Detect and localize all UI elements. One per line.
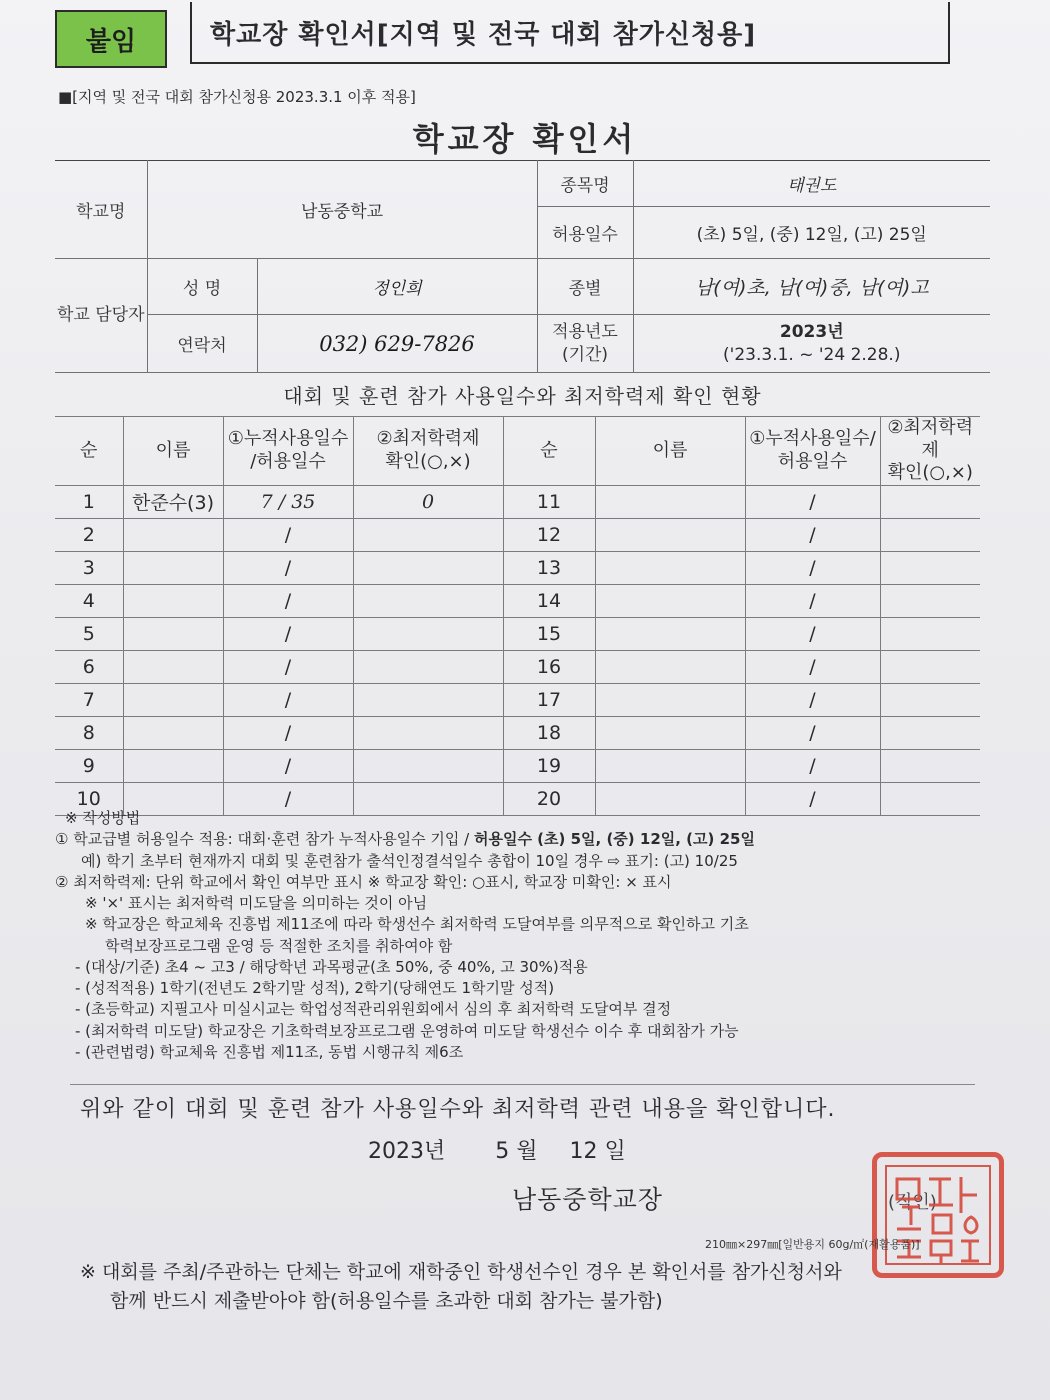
header-days-right (745, 417, 880, 486)
table-row (55, 551, 980, 584)
stamp-mark: (직인) (888, 1192, 937, 1213)
row-no: 14 (503, 584, 595, 617)
row-no: 1 (55, 485, 123, 518)
header-check-right (880, 417, 980, 486)
participation-table (55, 416, 980, 816)
contact-phone: 032) 629-7826 (257, 315, 537, 373)
row-days: / (223, 584, 353, 617)
row-check (353, 716, 503, 749)
paper-spec: 210㎜×297㎜[일반용지 60g/㎡(재활용품)] (705, 1238, 920, 1251)
footer-line-1: ※ 대회를 주최/주관하는 단체는 학교에 재학중인 학생선수인 경우 본 확인서를 참가신청서와 (80, 1261, 842, 1283)
row-days: / (745, 650, 880, 683)
instruction-2-note-2a: ※ 학교장은 학교체육 진흥법 제11조에 따라 학생선수 최저학력 도달여부를 의무적으로 확인하고 기초 (85, 915, 749, 934)
row-name (595, 683, 745, 716)
seal-glyphs-icon (877, 1157, 999, 1273)
row-name (123, 749, 223, 782)
year-label-1: 적용년도 (552, 322, 618, 343)
footer-line-2: 함께 반드시 제출받아야 함(허용일수를 초과한 대회 참가는 불가함) (110, 1290, 663, 1313)
row-no: 18 (503, 716, 595, 749)
info-table (55, 160, 990, 373)
table-row (55, 650, 980, 683)
row-name (595, 749, 745, 782)
row-days: / (745, 716, 880, 749)
row-check (880, 518, 980, 551)
row-check (880, 716, 980, 749)
table-row (55, 485, 980, 518)
row-no: 15 (503, 617, 595, 650)
row-days: / (745, 782, 880, 815)
attachment-badge: 붙임 (55, 10, 167, 68)
instruction-1 (55, 829, 990, 849)
sport-label: 종목명 (537, 161, 633, 207)
row-check (353, 617, 503, 650)
row-name (123, 683, 223, 716)
row-check (880, 650, 980, 683)
table-row (55, 683, 980, 716)
row-name (595, 518, 745, 551)
document-title: 학교장 확인서 (412, 120, 638, 158)
category-value: 남(여)초, 남(여)중, 남(여)고 (633, 259, 990, 315)
row-name (123, 650, 223, 683)
instructions (55, 808, 990, 1063)
contact-label-text: 학교 담당자 (56, 304, 145, 325)
instruction-2-note-1: ※ '×' 표시는 최저학력 미도달을 의미하는 것이 아님 (85, 894, 428, 912)
row-no: 4 (55, 584, 123, 617)
row-days: / (223, 551, 353, 584)
row-name (123, 518, 223, 551)
instruction-1-a: ① 학교급별 허용일수 적용: 대회·훈련 참가 누적사용일수 기입 / (55, 830, 474, 849)
header-no-right: 순 (503, 417, 595, 486)
row-name (123, 551, 223, 584)
row-check (353, 650, 503, 683)
instruction-2-note-2b: 학력보장프로그램 운영 등 적절한 조치를 취하여야 함 (105, 936, 453, 955)
header-days-left-2: /허용일수 (250, 450, 326, 472)
row-days: / (745, 485, 880, 518)
row-days: / (745, 683, 880, 716)
row-no: 6 (55, 650, 123, 683)
row-check (353, 518, 503, 551)
row-days: / (745, 617, 880, 650)
detail-2: - (성적적용) 1학기(전년도 2학기말 성적), 2학기(당해연도 1학기말 성적) (75, 979, 555, 997)
row-no: 3 (55, 551, 123, 584)
header-title: 학교장 확인서[지역 및 전국 대회 참가신청용] (190, 2, 950, 64)
footer-note (80, 1258, 960, 1317)
row-no: 9 (55, 749, 123, 782)
row-check: 0 (353, 485, 503, 518)
row-check (880, 749, 980, 782)
row-no: 12 (503, 518, 595, 551)
date-month: 5 월 (495, 1139, 538, 1164)
row-no: 20 (503, 782, 595, 815)
category-label: 종별 (537, 259, 633, 315)
row-days: / (223, 716, 353, 749)
row-days: / (223, 749, 353, 782)
table-row (55, 584, 980, 617)
row-days: / (223, 518, 353, 551)
detail-1: - (대상/기준) 초4 ~ 고3 / 해당학년 과목평균(초 50%, 중 40%, 고 30%)적용 (75, 957, 588, 976)
year-label (537, 315, 633, 373)
row-no: 17 (503, 683, 595, 716)
phone-label: 연락처 (147, 315, 257, 373)
row-no: 11 (503, 485, 595, 518)
contact-label (55, 259, 147, 373)
row-name (595, 584, 745, 617)
row-no: 2 (55, 518, 123, 551)
instruction-2: ② 최저학력제: 단위 학교에서 확인 여부만 표시 ※ 학교장 확인: ○표시, 학교장 미확인: × 표시 (55, 872, 672, 891)
divider (70, 1084, 975, 1085)
contact-name: 정인희 (257, 259, 537, 315)
row-name: 한준수(3) (123, 485, 223, 518)
row-days: / (745, 749, 880, 782)
row-check (880, 551, 980, 584)
row-days: / (223, 617, 353, 650)
allow-days-label: 허용일수 (537, 207, 633, 259)
header-check-left-2: 확인(○,×) (385, 450, 471, 472)
header-name-left: 이름 (123, 417, 223, 486)
period-value: ('23.3.1. ~ '24 2.28.) (723, 344, 901, 365)
row-no: 16 (503, 650, 595, 683)
row-check (353, 749, 503, 782)
row-no: 7 (55, 683, 123, 716)
sport-value: 태권도 (633, 161, 990, 207)
header-name-right: 이름 (595, 417, 745, 486)
row-check (353, 683, 503, 716)
row-no: 8 (55, 716, 123, 749)
table-row (55, 749, 980, 782)
row-check (880, 683, 980, 716)
row-name (595, 650, 745, 683)
row-name (123, 716, 223, 749)
detail-4: - (최저학력 미도달) 학교장은 기초학력보장프로그램 운영하여 미도달 학생선수 이수 후 대회참가 가능 (75, 1021, 739, 1040)
row-name (595, 551, 745, 584)
table-row (55, 716, 980, 749)
row-days: / (745, 584, 880, 617)
detail-5: - (관련법령) 학교체육 진흥법 제11조, 동법 시행규칙 제6조 (75, 1042, 464, 1061)
header-days-left-1: ①누적사용일수 (227, 428, 349, 450)
row-no: 5 (55, 617, 123, 650)
header-days-left (223, 417, 353, 486)
row-days: / (745, 518, 880, 551)
row-days: / (745, 551, 880, 584)
header-check-left-1: ②최저학력제 (376, 428, 480, 450)
header-days-right-1: ①누적사용일수/ (749, 428, 876, 450)
year-label-2: (기간) (561, 344, 609, 365)
header-check-left (353, 417, 503, 486)
table-row (55, 617, 980, 650)
row-no: 13 (503, 551, 595, 584)
row-name (595, 617, 745, 650)
top-note: ■[지역 및 전국 대회 참가신청용 2023.3.1 이후 적용] (58, 88, 416, 106)
row-days: 7 / 35 (223, 485, 353, 518)
row-no: 19 (503, 749, 595, 782)
row-days: / (223, 782, 353, 815)
table-header-row (55, 417, 980, 486)
row-name (123, 584, 223, 617)
header-days-right-2: 허용일수 (777, 450, 848, 472)
row-check (353, 551, 503, 584)
instructions-heading: ※ 작성방법 (65, 809, 141, 827)
instruction-1-example: 예) 학기 초부터 현재까지 대회 및 훈련참가 출석인정결석일수 총합이 10일 경우 ⇨ 표기: (고) 10/25 (81, 851, 738, 870)
row-days: / (223, 683, 353, 716)
header-no-left: 순 (55, 417, 123, 486)
row-name (123, 617, 223, 650)
header-check-right-2: 확인(○,×) (887, 462, 973, 483)
row-check (353, 584, 503, 617)
instruction-1-b: 허용일수 (초) 5일, (중) 12일, (고) 25일 (474, 830, 755, 849)
table-row (55, 518, 980, 551)
date (368, 1134, 626, 1165)
date-day: 12 일 (569, 1139, 626, 1164)
row-check (880, 485, 980, 518)
row-days: / (223, 650, 353, 683)
confirm-text: 위와 같이 대회 및 훈련 참가 사용일수와 최저학력 관련 내용을 확인합니다. (80, 1097, 836, 1122)
date-year: 2023년 (368, 1139, 446, 1164)
year-value-cell (633, 315, 990, 373)
row-name (595, 716, 745, 749)
allow-days-value: (초) 5일, (중) 12일, (고) 25일 (633, 207, 990, 259)
section-title: 대회 및 훈련 참가 사용일수와 최저학력제 확인 현황 (283, 384, 762, 408)
row-name (595, 485, 745, 518)
row-no: 10 (55, 782, 123, 815)
year-value: 2023년 (779, 321, 844, 342)
school-label: 학교명 (55, 161, 147, 259)
school-name: 남동중학교 (147, 161, 537, 259)
name-label: 성 명 (147, 259, 257, 315)
principal-name: 남동중학교장 (512, 1185, 663, 1214)
row-check (880, 584, 980, 617)
row-check (880, 617, 980, 650)
detail-3: - (초등학교) 지필고사 미실시교는 학업성적관리위원회에서 심의 후 최저학력 도달여부 결정 (75, 1000, 672, 1019)
header-check-right-1: ②최저학력제 (887, 417, 974, 461)
